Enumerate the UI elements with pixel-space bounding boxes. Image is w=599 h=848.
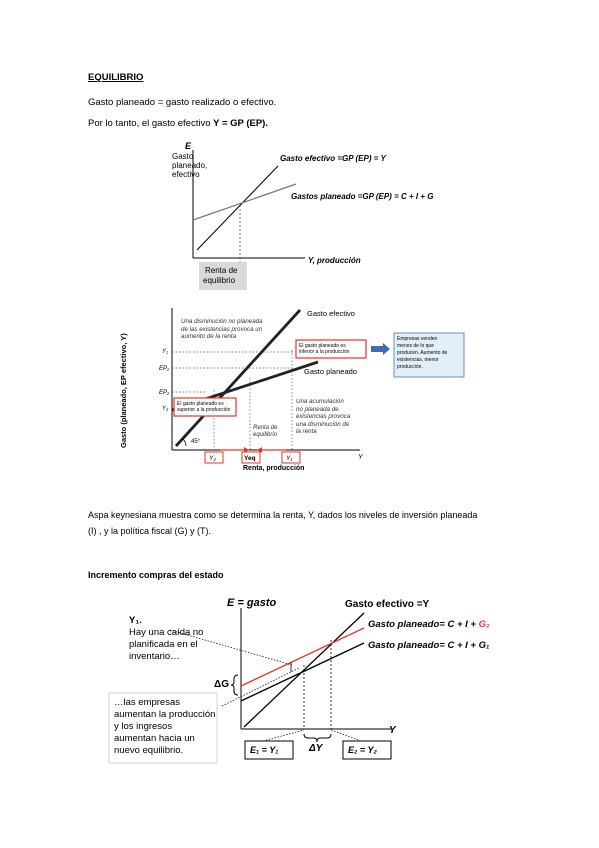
fig1-xlabel: Y, producción bbox=[308, 256, 361, 265]
fig3-e2-label: E₂ = Y₂ bbox=[348, 745, 377, 755]
fig3-line-g1 bbox=[241, 643, 364, 701]
fig2-note-top-3: aumento de la renta bbox=[181, 333, 237, 340]
paragraph-line1: Aspa keynesiana muestra como se determina la renta, Y, dados los niveles de inversión planeada bbox=[88, 510, 478, 520]
fig2-x-y1: Y₁ bbox=[286, 455, 293, 462]
fig1-ylabel-2: planeado, bbox=[172, 161, 208, 170]
fig2-box-blue-4: existencias, menor bbox=[397, 357, 439, 363]
fig1-label-efectivo: Gasto efectivo =GP (EP) = Y bbox=[280, 154, 386, 163]
fig2-box-left-line1: El gasto planeado es bbox=[177, 401, 224, 407]
fig2-tick-ep1: EP₁ bbox=[159, 366, 169, 372]
heading-equilibrio: EQUILIBRIO bbox=[88, 72, 144, 83]
fig3-label-g2-eq: = C + I + bbox=[439, 619, 479, 630]
fig3-label-g2-prefix: Gasto planeado bbox=[368, 619, 440, 630]
fig2-note-bottom-2: no planeada de bbox=[296, 405, 339, 413]
fig2-tick-y2: Y₂ bbox=[162, 406, 169, 412]
fig2-box-right-line2: inferior a la producción bbox=[299, 349, 350, 355]
fig2-note-bottom-5: la renta bbox=[296, 428, 317, 435]
fig3-axis-label: E = gasto bbox=[227, 597, 277, 609]
text-por-lo-tanto-prefix: Por lo tanto, el gasto efectivo bbox=[88, 118, 214, 129]
fig3-note-line1: Hay una caída no bbox=[129, 627, 204, 638]
fig1-box-line1: Renta de bbox=[205, 266, 238, 275]
fig2-x-axis-end: Y bbox=[358, 454, 363, 461]
fig1-ylabel-1: Gasto bbox=[172, 152, 194, 161]
fig2-x-y2: Y₂ bbox=[209, 455, 216, 462]
fig2-note-bottom-3: existencias provoca bbox=[296, 413, 351, 420]
fig2-label-efectivo: Gasto efectivo bbox=[307, 309, 355, 318]
fig2-box-blue-1: Empresas venden bbox=[397, 336, 438, 342]
fig2-note-top-1: Una disminución no planeada bbox=[181, 318, 263, 325]
fig3-note-y1: Y₁. bbox=[129, 615, 142, 626]
fig2-tick-y1: Y₁ bbox=[162, 349, 168, 355]
fig3-box-line1: …las empresas bbox=[114, 697, 180, 708]
fig3-label-efectivo: Gasto efectivo =Y bbox=[345, 599, 430, 610]
fig2-note-bottom-4: una disminución de bbox=[296, 420, 350, 428]
fig3-label-g1-prefix: Gasto planeado bbox=[368, 640, 440, 651]
fig3-x-axis-label: Y bbox=[389, 725, 396, 736]
text-por-lo-tanto-formula: Y = GP (EP). bbox=[213, 118, 268, 129]
text-gasto-planeado: Gasto planeado = gasto realizado o efectivo. bbox=[88, 97, 277, 108]
fig1-box-line2: equilibrio bbox=[203, 276, 236, 285]
fig2-box-right-line1: El gasto planeado es bbox=[299, 343, 346, 349]
fig3-label-g1-eq: = C + I + G₁ bbox=[439, 640, 490, 651]
fig3-label-g2 bbox=[368, 619, 490, 631]
fig3-e1-pointer bbox=[263, 730, 304, 741]
fig2-x-yeq: Yeq bbox=[244, 455, 256, 462]
fig3-e2-pointer bbox=[331, 730, 361, 741]
fig2-box-blue-2: menos de lo que bbox=[397, 343, 434, 349]
fig1-ylabel-3: efectivo bbox=[172, 170, 200, 179]
fig2-angle-label: 45° bbox=[191, 439, 201, 445]
fig2-box-left-line2: superior a la producción bbox=[177, 407, 231, 413]
fig3-delta-g: ΔG bbox=[214, 679, 229, 690]
fig3-line-g2 bbox=[241, 628, 364, 686]
fig2-renta-eq-2: equilibrio bbox=[253, 432, 278, 438]
fig3-delta-y-brace bbox=[304, 734, 331, 742]
fig3-box-line3: y los ingresos bbox=[114, 721, 173, 732]
subheading-incremento: Incremento compras del estado bbox=[88, 570, 224, 580]
fig3-e1-label: E₁ = Y₁ bbox=[250, 745, 279, 755]
fig3-delta-g-brace bbox=[231, 675, 238, 695]
fig3-note-line3: inventario… bbox=[129, 651, 180, 662]
fig2-label-planeado: Gasto planeado bbox=[304, 367, 357, 376]
fig2-note-top-2: de las existencias provoca un bbox=[181, 325, 263, 333]
fig3-note-line2: planificada en el bbox=[129, 639, 198, 650]
fig2-renta-eq-1: Renta de bbox=[253, 425, 278, 431]
fig3-box-line5: nuevo equilibrio. bbox=[114, 745, 184, 756]
fig3-label-g1 bbox=[368, 640, 489, 652]
fig1-label-planeado: Gastos planeado =GP (EP) = C + I + G bbox=[291, 192, 434, 201]
fig2-box-blue-5: producción. bbox=[397, 364, 423, 370]
fig2-box-blue-3: producen. Aumento de bbox=[397, 350, 448, 356]
fig3-box-line4: aumentan hacia un bbox=[114, 733, 195, 744]
paragraph-line2: (I) , y la política fiscal (G) y (T). bbox=[88, 526, 212, 536]
fig3-label-g2-red: G₂ bbox=[478, 619, 490, 630]
fig1-axis-e: E bbox=[185, 141, 192, 151]
fig2-ylabel: Gasto (planeado, EP efectivo, Y) bbox=[119, 333, 128, 448]
fig3-box-line2: aumentan la producción bbox=[114, 709, 216, 720]
fig2-xlabel: Renta, producción bbox=[243, 465, 305, 472]
fig2-tick-ep2: EP₂ bbox=[159, 390, 170, 396]
fig2-note-bottom-1: Una acumulación bbox=[296, 398, 344, 405]
fig3-delta-y: ΔY bbox=[309, 743, 323, 754]
